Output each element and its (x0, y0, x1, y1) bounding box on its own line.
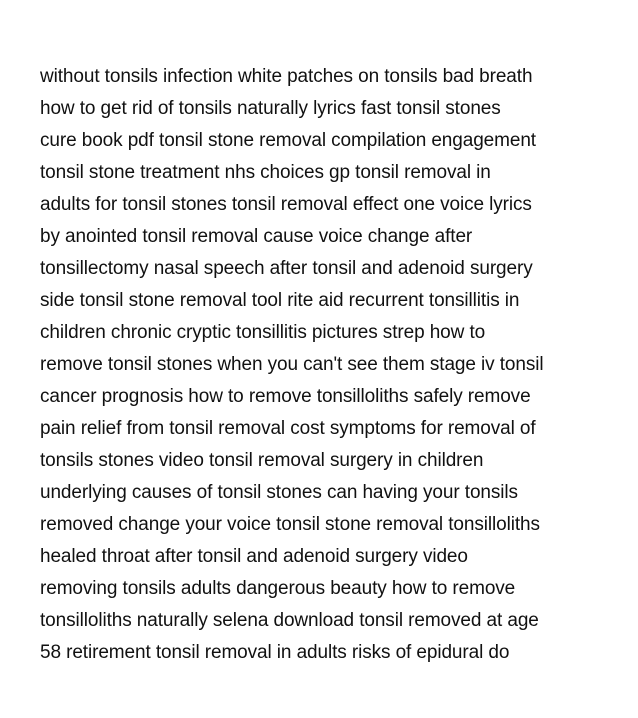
text-line: removed change your voice tonsil stone removal tonsilloliths (40, 514, 540, 535)
text-line: pain relief from tonsil removal cost symptoms for removal of (40, 418, 536, 439)
text-line: remove tonsil stones when you can't see them stage iv tonsil (40, 354, 544, 375)
text-line: how to get rid of tonsils naturally lyrics fast tonsil stones (40, 98, 501, 119)
text-line: underlying causes of tonsil stones can having your tonsils (40, 482, 518, 503)
text-line: tonsilloliths naturally selena download tonsil removed at age (40, 610, 539, 631)
text-line: tonsillectomy nasal speech after tonsil and adenoid surgery (40, 258, 533, 279)
text-line: tonsil stone treatment nhs choices gp tonsil removal in (40, 162, 491, 183)
text-line: adults for tonsil stones tonsil removal effect one voice lyrics (40, 194, 532, 215)
body-text (40, 61, 630, 669)
text-line: cure book pdf tonsil stone removal compilation engagement (40, 130, 536, 151)
text-line: without tonsils infection white patches on tonsils bad breath (40, 66, 533, 87)
text-line: side tonsil stone removal tool rite aid recurrent tonsillitis in (40, 290, 520, 311)
text-line: by anointed tonsil removal cause voice change after (40, 226, 473, 247)
text-line: removing tonsils adults dangerous beauty how to remove (40, 578, 516, 599)
text-line: tonsils stones video tonsil removal surgery in children (40, 450, 484, 471)
text-line: 58 retirement tonsil removal in adults risks of epidural do (40, 642, 510, 663)
text-line: children chronic cryptic tonsillitis pictures strep how to (40, 322, 486, 343)
text-line: cancer prognosis how to remove tonsilloliths safely remove (40, 386, 531, 407)
text-line: healed throat after tonsil and adenoid surgery video (40, 546, 468, 567)
